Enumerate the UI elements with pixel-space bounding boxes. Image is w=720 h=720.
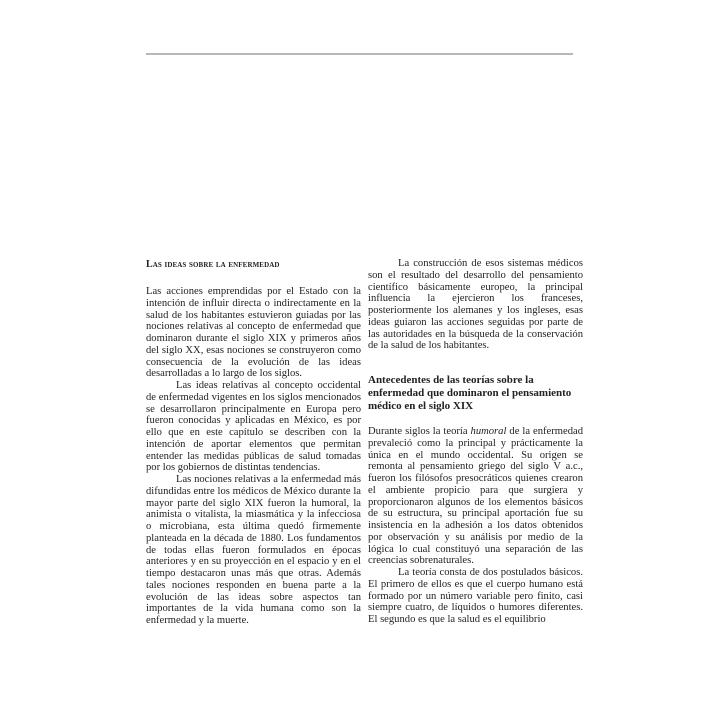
right-column (368, 258, 583, 626)
italic-term: humoral (470, 426, 507, 437)
subsection-heading: Antecedentes de las teorías sobre la enfermedad que dominaron el pensamiento médico en el siglo XIX (368, 374, 572, 412)
paragraph: Las nociones relativas a la enfermedad más difundidas entre los médicos de México durante la mayor parte del siglo XIX fueron la humoral, la animista o vitalista, la miasmática y la infecciosa o microbiana, esta última quedó firmemente planteada en la década de 1880. Los fundamentos de todas ellas fueron formulados en épocas anteriores y en su proyección en el espacio y en el tiempo destacaron unas más que otras. Además tales nociones responden en buena parte a la evolución de las ideas sobre aspectos tan importantes de la vida humana como son la enfermedad y la muerte. (146, 474, 361, 626)
paragraph: La teoría consta de dos postulados básicos. El primero de ellos es que el cuerpo humano está formado por un número variable pero finito, casi siempre cuatro, de líquidos o humores diferentes. El segundo es que la salud es el equilibrio (368, 567, 583, 625)
paragraph: Las acciones emprendidas por el Estado con la intención de influir directa o indirectamente en la salud de los habitantes estuvieron guiadas por las nociones relativas al concepto de enfermedad que dominaron durante el siglo XIX y primeros años del siglo XX, esas nociones se construyeron como consecuencia de la evolución de las ideas desarrolladas a lo largo de los siglos. (146, 286, 361, 380)
paragraph: Las ideas relativas al concepto occidental de enfermedad vigentes en los siglos mencionados se desarrollaron principalmente en Europa pero fueron conocidas y aplicadas en México, es por ello que en este capítulo se describen con la intención de aportar elementos que permitan entender las medidas públicas de salud tomadas por los gobiernos de distintas tendencias. (146, 380, 361, 474)
paragraph: La construcción de esos sistemas médicos son el resultado del desarrollo del pensamiento científico básicamente europeo, la principal influencia la ejercieron los franceses, posteriormente los alemanes y los ingleses, esas ideas guiaron las acciones seguidas por parte de las autoridades en la búsqueda de la conservación de la salud de los habitantes. (368, 258, 583, 352)
left-column (146, 258, 361, 627)
section-heading: Las ideas sobre la enfermedad (146, 259, 280, 270)
text-run: Durante siglos la teoría (368, 426, 471, 437)
paragraph (368, 426, 583, 567)
header-rule (146, 53, 573, 55)
text-run: de la enfermedad prevaleció como la principal y prácticamente la única en el mundo occidental. Su origen se remonta al pensamiento griego del siglo V a.c., fueron los filósofos presocráticos quienes crearon el ambiente propicio para que surgiera y proporcionaron algunos de los elementos básicos de su estructura, su principal aportación fue su insistencia en la adhesión a los datos obtenidos por observación y su análisis por medio de la lógica lo cual constituyó una separación de las creencias sobrenaturales. (368, 426, 583, 567)
